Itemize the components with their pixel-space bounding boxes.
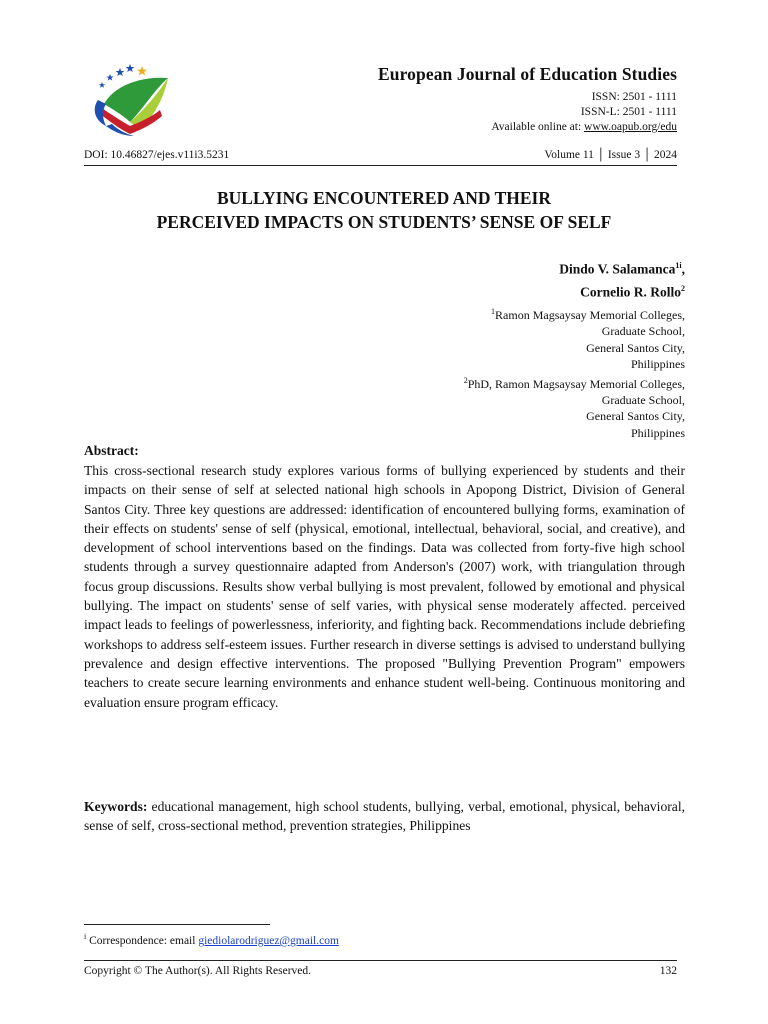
copyright: Copyright © The Author(s). All Rights Reserved. — [84, 965, 312, 977]
footer-divider — [84, 960, 677, 961]
journal-header — [378, 64, 677, 135]
affiliation-2-line-1 — [464, 373, 685, 392]
abstract-label: Abstract: — [84, 443, 139, 458]
keywords — [84, 797, 685, 836]
affiliation-2-line-4: Philippines — [630, 425, 685, 440]
author-1-suffix: , — [681, 261, 685, 277]
footnote — [84, 932, 339, 947]
page-number: 132 — [659, 965, 677, 977]
keywords-label: Keywords: — [84, 799, 148, 814]
page-footer — [84, 965, 677, 977]
availability-line — [378, 120, 677, 135]
header-divider — [84, 165, 677, 166]
doi: DOI: 10.46827/ejes.v11i3.5231 — [84, 149, 230, 161]
affiliation-2-sup: 2 — [463, 375, 468, 385]
author-1 — [464, 256, 685, 279]
footnote-divider — [84, 924, 270, 925]
affiliation-1-text: Ramon Magsaysay Memorial Colleges, — [495, 308, 685, 322]
affiliation-1-line-4: Philippines — [630, 357, 685, 372]
keywords-text: educational management, high school students, bullying, verbal, emotional, physical, behavioral, sense of self, cross-sectional method, prevention strategies, Philippines — [84, 799, 685, 834]
footnote-prefix: Correspondence: email — [86, 934, 199, 947]
author-2-sup: 2 — [681, 283, 685, 293]
journal-title: European Journal of Education Studies — [377, 64, 677, 84]
title-line-1: BULLYING ENCOUNTERED AND THEIR — [216, 188, 552, 208]
abstract-text: This cross-sectional research study explores various forms of bullying experienced by students and their impacts on their sense of self at selected national high schools in Apopong District, Division of General Santos City. Three key questions are addressed: identification of encountered bullying forms, examination of their effects on students' sense of self (physical, emotional, intellectual, behavioral, social, and creative), and development of school interventions based on the findings. Data was collected from forty-five high school students through a survey questionnaire adapted from Anderson's (2007) work, with triangulation through focus group discussions. Results show verbal bullying is most prevalent, followed by emotional and physical bullying. The impact on students' sense of self varies, with physical sense moderately affected. perceived impact leads to feelings of powerlessness, inferiority, and fighting back. Recommendations include debriefing workshops to address self-esteem issues. Further research in diverse settings is advised to understand bullying prevalence and design effective interventions. The proposed "Bullying Prevention Program" empowers teachers to create secure learning environments and enhance student well-being. Continuous monitoring and evaluation ensure program efficacy. — [84, 463, 685, 710]
volume-issue: Volume 11 │ Issue 3 │ 2024 — [544, 149, 677, 161]
journal-logo-icon — [84, 60, 174, 140]
footnote-sup: i — [84, 932, 87, 941]
author-1-sup: 1i — [675, 261, 682, 270]
availability-prefix: Available online at: — [491, 121, 585, 133]
correspondence-email-link[interactable]: giediolarodriguez@gmail.com — [198, 934, 339, 947]
affiliation-2-text: PhD, Ramon Magsaysay Memorial Colleges, — [467, 376, 685, 391]
author-1-name: Dindo V. Salamanca — [559, 261, 676, 277]
authors-block — [464, 256, 685, 441]
affiliation-1-line-2: Graduate School, — [601, 324, 685, 339]
affiliation-1-line-3: General Santos City, — [586, 340, 685, 355]
title-line-2: PERCEIVED IMPACTS ON STUDENTS’ SENSE OF SELF — [156, 212, 612, 232]
journal-url-link[interactable]: www.oapub.org/edu — [584, 121, 677, 133]
affiliation-2-line-3: General Santos City, — [586, 409, 685, 424]
affiliation-1-line-1 — [464, 304, 685, 323]
paper-title — [0, 186, 768, 234]
issn-l: ISSN-L: 2501 - 1111 — [580, 106, 677, 118]
author-2-name: Cornelio R. Rollo — [580, 284, 681, 299]
affiliation-1-sup: 1 — [491, 307, 496, 316]
affiliation-2-line-2: Graduate School, — [601, 393, 685, 408]
author-2 — [464, 279, 685, 302]
meta-line — [84, 149, 677, 161]
issn: ISSN: 2501 - 1111 — [591, 91, 677, 103]
